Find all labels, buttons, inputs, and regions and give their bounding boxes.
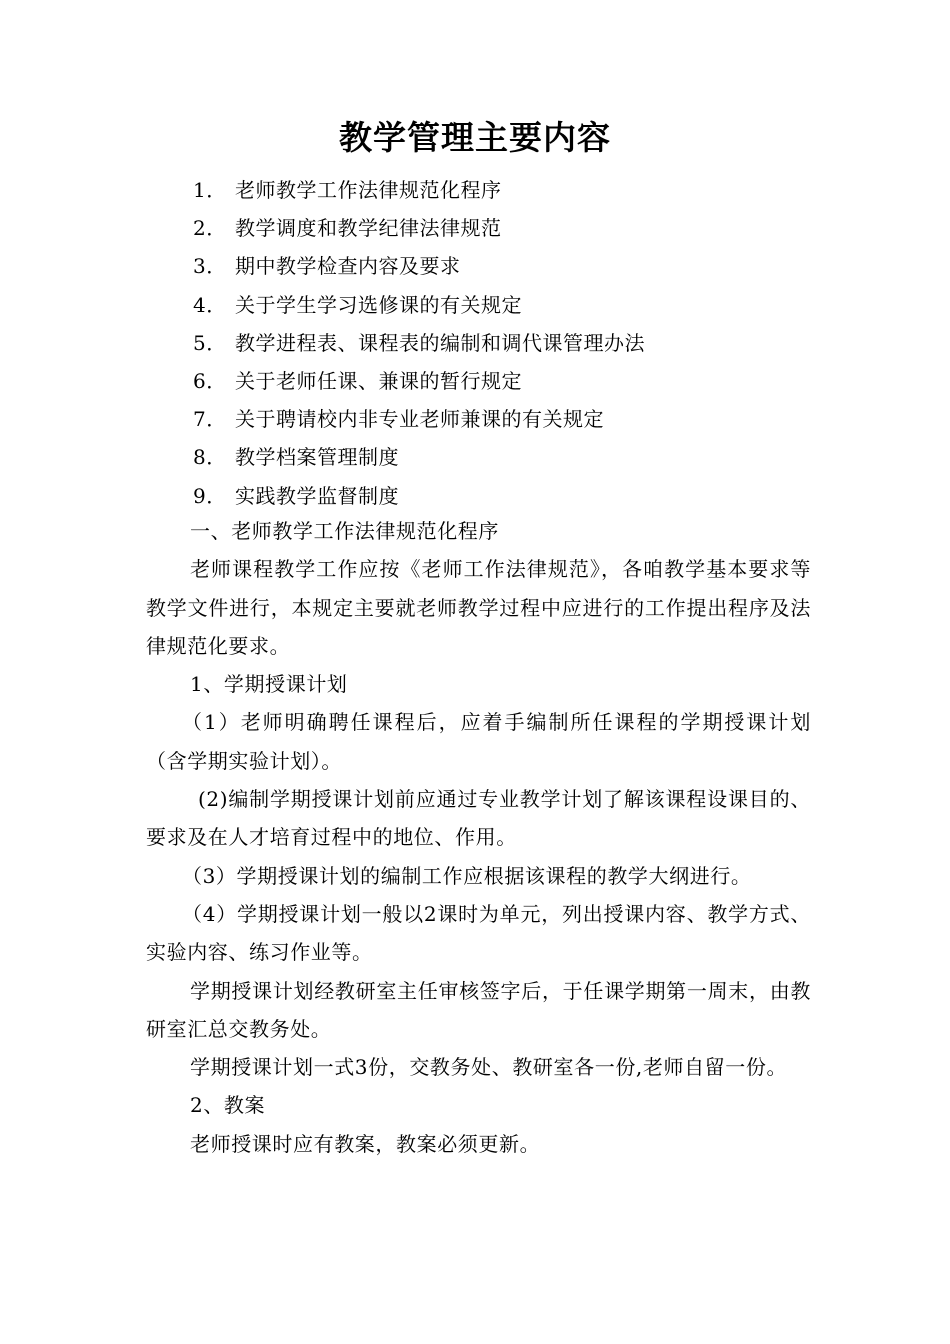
section-heading: 一、老师教学工作法律规范化程序 — [190, 519, 499, 543]
body-paragraph: 老师课程教学工作应按《老师工作法律规范》，各咱教学基本要求等教学文件进行，本规定主要就老师教学过程中应进行的工作提出程序及法律规范化要求。 — [146, 557, 811, 658]
item-text: 关于学生学习选修课的有关规定 — [235, 292, 522, 317]
item-text: 教学调度和教学纪律法律规范 — [235, 216, 502, 241]
item-number: 3． — [193, 254, 227, 279]
contents-list — [193, 171, 645, 515]
subsection-heading: 1、学期授课计划 — [190, 672, 348, 697]
body-paragraph: (2)编制学期授课计划前应通过专业教学计划了解该课程设课目的、要求及在人才培育过程中的地位、作用。 — [146, 787, 811, 850]
body-paragraph: 学期授课计划经教研室主任审核签字后，于任课学期第一周末，由教研室汇总交教务处。 — [146, 978, 811, 1041]
item-number: 1． — [193, 178, 227, 202]
contents-item — [193, 286, 645, 324]
body-paragraph: （1）老师明确聘任课程后，应着手编制所任课程的学期授课计划（含学期实验计划）。 — [146, 710, 811, 773]
item-text: 教学进程表、课程表的编制和调代课管理办法 — [235, 330, 645, 355]
contents-item — [193, 247, 645, 285]
item-text: 教学档案管理制度 — [235, 445, 399, 470]
contents-item — [193, 362, 645, 400]
body-paragraph: （3）学期授课计划的编制工作应根据该课程的教学大纲进行。 — [182, 863, 752, 888]
subsection-heading: 2、教案 — [190, 1093, 266, 1118]
item-text: 关于老师任课、兼课的暂行规定 — [235, 368, 522, 393]
contents-item — [193, 438, 645, 476]
item-number: 9． — [193, 483, 227, 508]
body-paragraph: 学期授课计划一式3份，交教务处、教研室各一份,老师自留一份。 — [190, 1055, 788, 1080]
contents-item — [193, 171, 645, 209]
body-paragraph: 老师授课时应有教案，教案必须更新。 — [190, 1131, 541, 1156]
contents-item — [193, 400, 645, 438]
item-number: 2． — [193, 216, 227, 241]
item-number: 7． — [193, 407, 227, 432]
item-number: 8． — [193, 445, 227, 470]
item-text: 实践教学监督制度 — [235, 483, 399, 508]
item-text: 老师教学工作法律规范化程序 — [235, 178, 502, 202]
contents-item — [193, 324, 645, 362]
item-number: 5． — [193, 330, 227, 355]
item-number: 6． — [193, 368, 227, 393]
body-paragraph: （4）学期授课计划一般以2课时为单元，列出授课内容、教学方式、实验内容、练习作业等。 — [146, 901, 811, 965]
item-text: 期中教学检查内容及要求 — [235, 254, 461, 279]
document-title: 教学管理主要内容 — [339, 118, 611, 157]
document-body — [146, 512, 811, 1163]
contents-item — [193, 209, 645, 247]
contents-item — [193, 477, 645, 515]
item-text: 关于聘请校内非专业老师兼课的有关规定 — [235, 407, 604, 432]
item-number: 4． — [193, 292, 227, 317]
